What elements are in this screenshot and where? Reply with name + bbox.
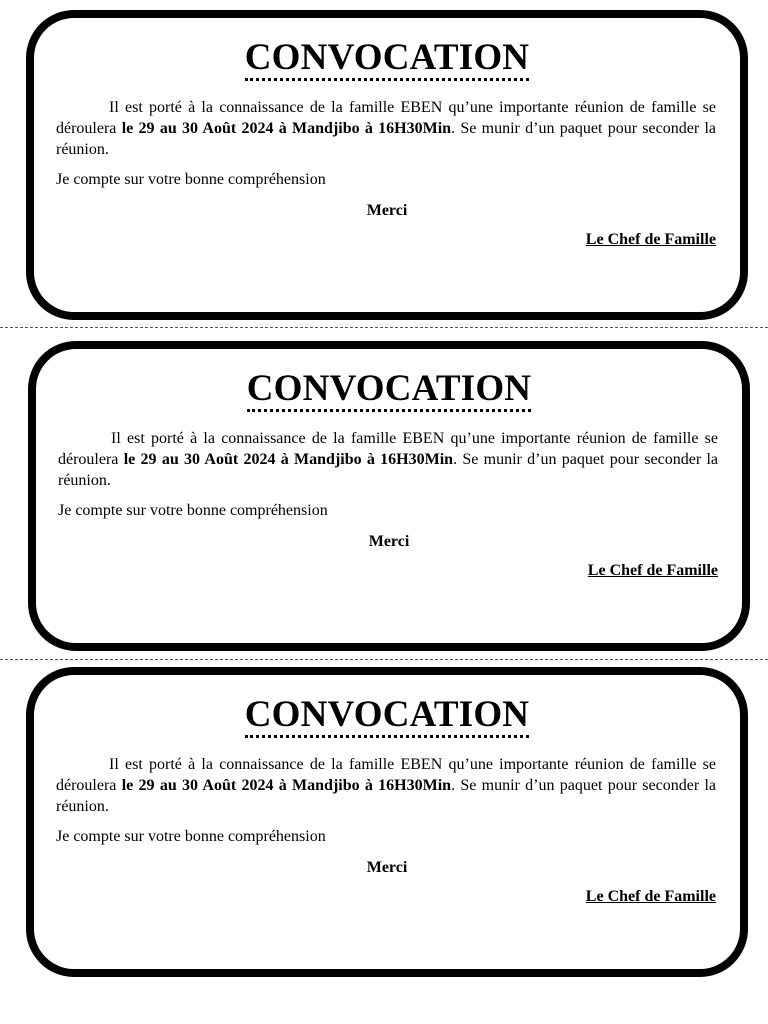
convocation-body: Il est porté à la connaissance de la famille EBEN qu’une importante réunion de famille se déroulera le 29 au 30 Août 2024 à Mandjibo à 16H30Min. Se munir d’un paquet pour seconder la réunion. <box>56 756 717 815</box>
signature: Le Chef de Famille <box>585 888 716 905</box>
closing-text: Je compte sur votre bonne compréhension <box>58 502 328 519</box>
convocation-body: Il est porté à la connaissance de la famille EBEN qu’une importante réunion de famille se déroulera le 29 au 30 Août 2024 à Mandjibo à 16H30Min. Se munir d’un paquet pour seconder la réunion. <box>56 99 717 158</box>
convocation-body: Il est porté à la connaissance de la famille EBEN qu’une importante réunion de famille se déroulera le 29 au 30 Août 2024 à Mandjibo à 16H30Min. Se munir d’un paquet pour seconder la réunion. <box>58 430 719 489</box>
meeting-date-location: le 29 au 30 Août 2024 à Mandjibo à 16H30Min <box>123 451 454 468</box>
convocation-title: CONVOCATION <box>36 367 742 411</box>
thanks-text: Merci <box>368 533 410 550</box>
cut-line <box>0 327 768 328</box>
convocation-title: CONVOCATION <box>34 693 740 737</box>
signature: Le Chef de Famille <box>585 231 716 248</box>
meeting-date-location: le 29 au 30 Août 2024 à Mandjibo à 16H30Min <box>121 777 452 794</box>
convocation-title: CONVOCATION <box>34 36 740 80</box>
signature: Le Chef de Famille <box>587 562 718 579</box>
convocation-card <box>26 10 748 320</box>
meeting-date-location: le 29 au 30 Août 2024 à Mandjibo à 16H30Min <box>121 120 452 137</box>
convocation-card <box>26 667 748 977</box>
thanks-text: Merci <box>366 859 408 876</box>
cut-line <box>0 659 768 660</box>
closing-text: Je compte sur votre bonne compréhension <box>56 828 326 845</box>
closing-text: Je compte sur votre bonne compréhension <box>56 171 326 188</box>
thanks-text: Merci <box>366 202 408 219</box>
convocation-card <box>28 341 750 651</box>
